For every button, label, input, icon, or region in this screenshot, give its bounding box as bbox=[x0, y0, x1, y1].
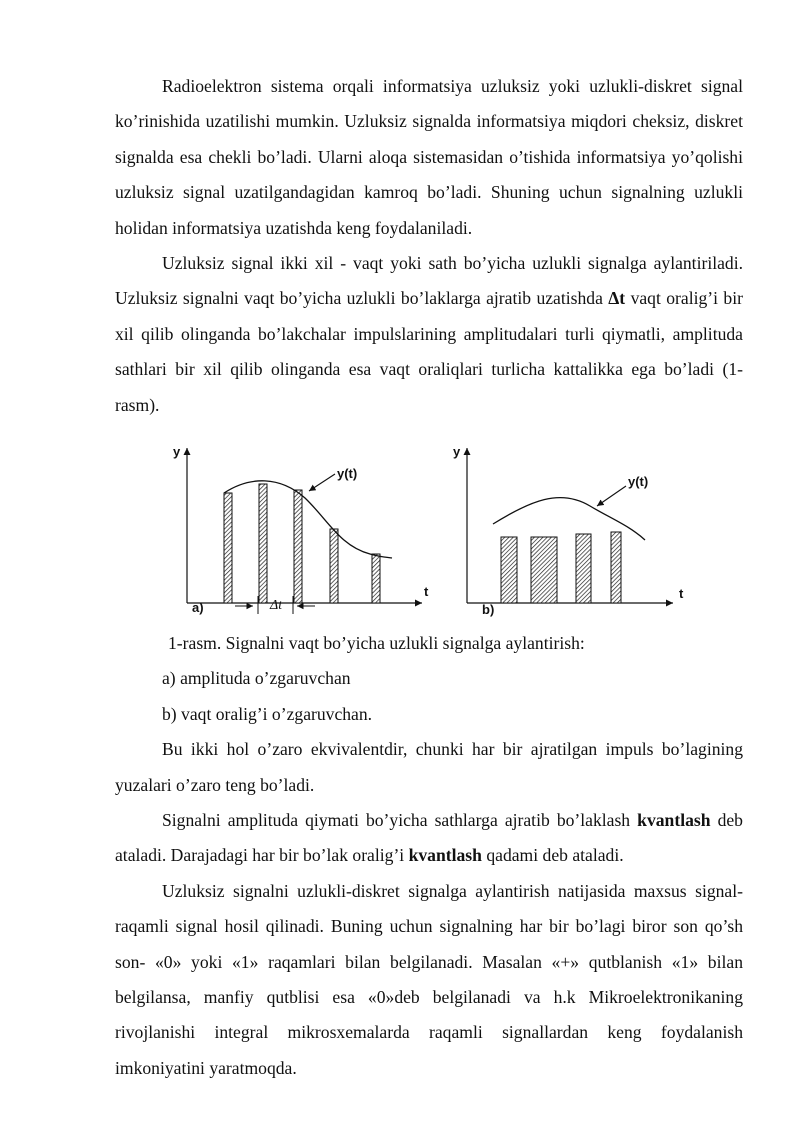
panel-a-curve-label: y(t) bbox=[337, 466, 358, 481]
panel-a-curve-pointer bbox=[309, 474, 335, 491]
lower-text bbox=[115, 626, 743, 1086]
paragraph-2 bbox=[115, 246, 743, 423]
panel-a-pulse-3 bbox=[294, 490, 302, 603]
panel-b-curve-label: y(t) bbox=[628, 474, 649, 489]
term-kvantlash-2: kvantlash bbox=[408, 845, 482, 866]
panel-a-y-label: y bbox=[173, 444, 181, 459]
panel-b-curve bbox=[493, 498, 645, 540]
caption-item-b: b) vaqt oralig’i o’zgaruvchan. bbox=[162, 703, 373, 724]
panel-b bbox=[453, 444, 684, 617]
delta-t-symbol: Δt bbox=[608, 288, 626, 309]
term-kvantlash-1: kvantlash bbox=[637, 810, 711, 831]
panel-a-curve bbox=[224, 481, 392, 558]
paragraph-4-end: qadami deb ataladi. bbox=[481, 845, 624, 866]
paragraph-4-lead: Signalni amplituda qiymati bo’yicha sathlarga ajratib bo’laklash bbox=[162, 810, 638, 831]
panel-b-pulse-3 bbox=[576, 534, 591, 603]
figure-caption: 1-rasm. Signalni vaqt bo’yicha uzlukli signalga aylantirish: bbox=[168, 633, 585, 653]
panel-a-t-label: t bbox=[424, 584, 429, 599]
panel-a-pulse-5 bbox=[372, 554, 380, 603]
panel-a-label: a) bbox=[192, 600, 204, 615]
panel-b-curve-pointer bbox=[597, 486, 626, 506]
paragraph-1: Radioelektron sistema orqali informatsiya uzluksiz yoki uzlukli-diskret signal ko’rinishida uzatilishi mumkin. Uzluksiz signalda informatsiya miqdori cheksiz, diskret signalda esa chekli bo’ladi. Ularni aloqa sistemasidan o’tishida informatsiya yo’qolishi uzluksiz signal uzatilgandagidan kamroq bo’ladi. Shuning uchun signalning uzlukli holidan informatsiya uzatishda keng foydalaniladi. bbox=[115, 76, 743, 238]
paragraph-2-rest: vaqt oralig’i bir xil qilib olinganda bo’lakchalar impulslarining amplitudalari turli qiymatli, amplituda sathlari bir xil qilib olinganda esa vaqt oraliqlari turlicha kattalikka ega bo’ladi (1- rasm). bbox=[115, 288, 743, 415]
panel-a bbox=[173, 444, 429, 615]
paragraph-2-lead: Uzluksiz signal ikki xil - vaqt yoki sath bo’yicha uzlukli signalga aylantiriladi. Uzluksiz signalni vaqt bo’yicha uzlukli bo’laklarga ajratib uzatishda bbox=[115, 253, 743, 309]
panel-b-y-label: y bbox=[453, 444, 461, 459]
figure-1-svg bbox=[160, 436, 700, 626]
upper-text bbox=[115, 69, 743, 423]
panel-b-t-label: t bbox=[679, 586, 684, 601]
panel-a-pulse-2 bbox=[259, 484, 267, 603]
paragraph-3: Bu ikki hol o’zaro ekvivalentdir, chunki har bir ajratilgan impuls bo’lagining yuzalari o’zaro teng bo’ladi. bbox=[115, 739, 743, 795]
paragraph-5: Uzluksiz signalni uzlukli-diskret signalga aylantirish natijasida maxsus signal- raqamli signal hosil qilinadi. Buning uchun signalning har bir bo’lagi biror son qo’sh son- «0» yoki «1» raqamlari bilan belgilanadi. Masalan «+» qutblanish «1» bilan belgilansa, manfiy qutblisi esa «0»deb belgilanadi va h.k Mikroelektronikaning rivojlanishi integral mikrosxemalarda raqamli signallardan keng foydalanish imkoniyatini yaratmoqda. bbox=[115, 880, 743, 1078]
panel-b-label: b) bbox=[482, 602, 495, 617]
caption-item-a: a) amplituda o’zgaruvchan bbox=[162, 668, 351, 689]
paragraph-4-mid: deb ataladi. Darajadagi har bir bo’lak oralig’i bbox=[115, 810, 743, 866]
panel-b-pulse-1 bbox=[501, 537, 517, 603]
panel-b-pulse-2 bbox=[531, 537, 557, 603]
panel-a-delta-label: Δt bbox=[270, 598, 283, 613]
figure-1 bbox=[160, 436, 700, 626]
paragraph-4 bbox=[115, 803, 743, 874]
panel-b-pulse-4 bbox=[611, 532, 621, 603]
panel-a-pulse-1 bbox=[224, 493, 232, 603]
panel-a-pulse-4 bbox=[330, 529, 338, 603]
